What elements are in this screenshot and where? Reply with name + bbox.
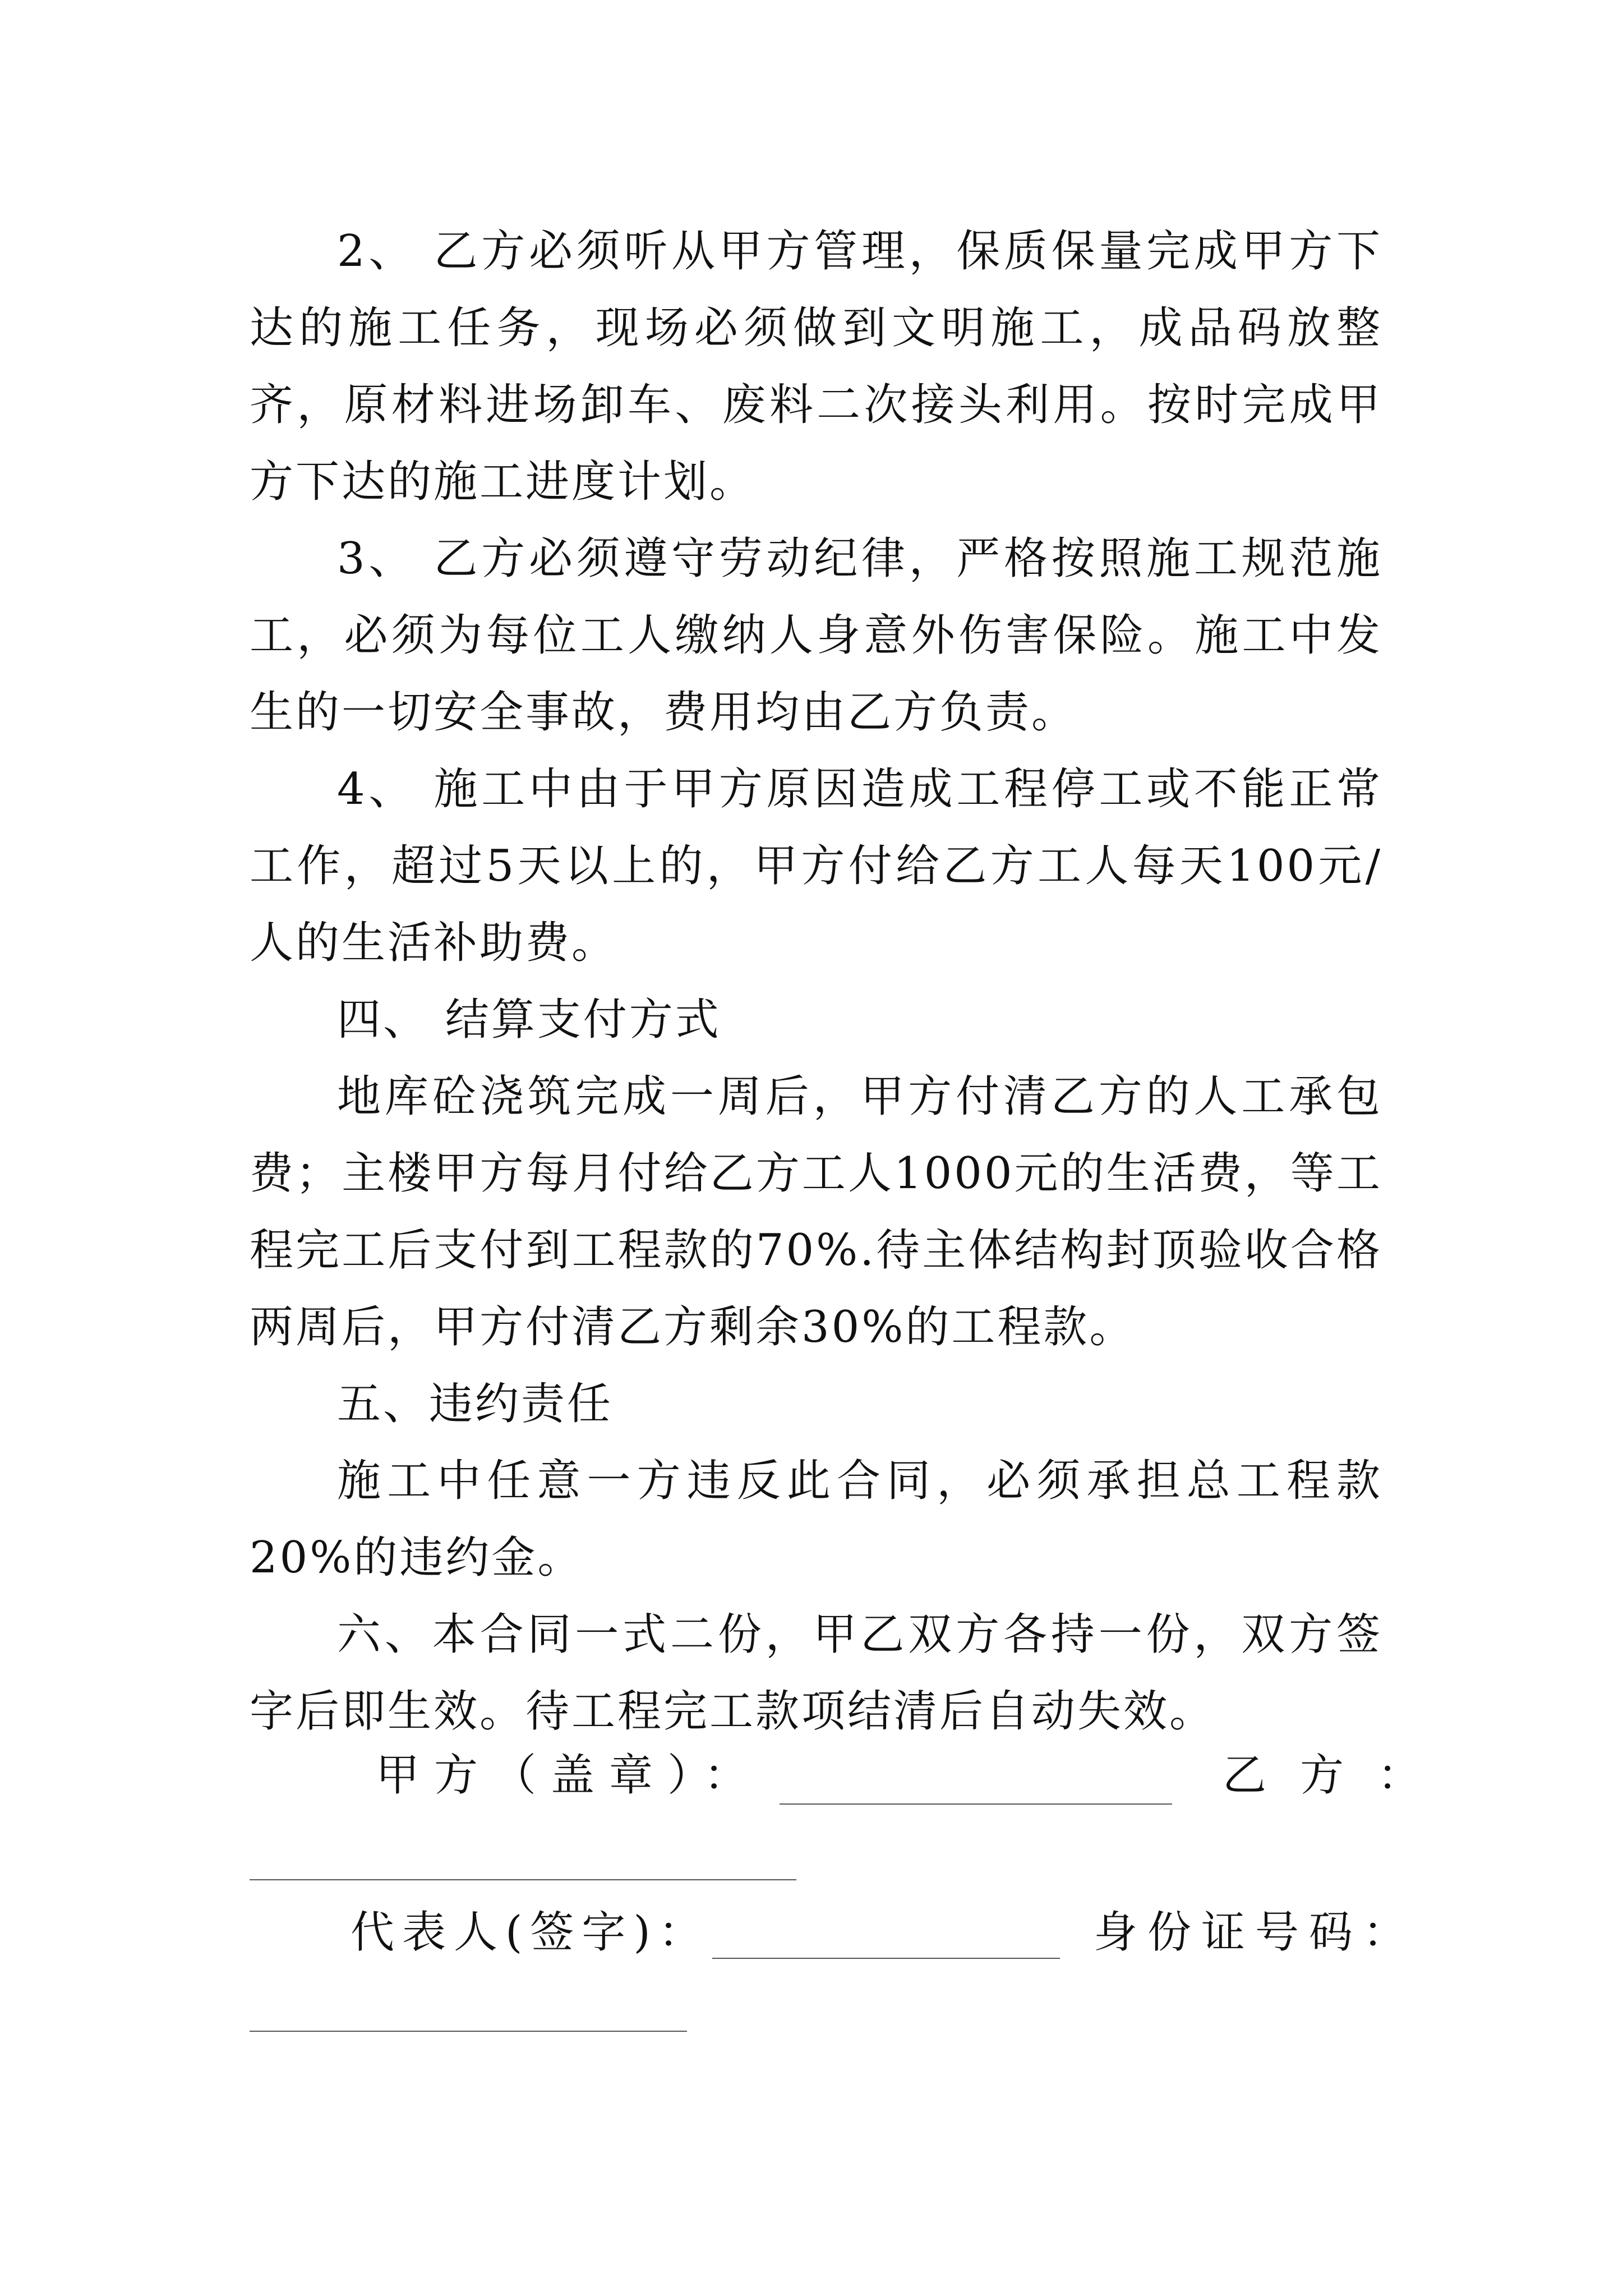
party-b-label: 乙方： [1223,1750,1455,1801]
party-a-label: 甲方（盖章）： [376,1750,763,1801]
party-b-signature-blank[interactable] [250,1879,796,1880]
party-a-signature-blank[interactable] [780,1803,1172,1805]
representative-signature-blank[interactable] [712,1958,1060,1959]
clause-3: 3、 乙方必须遵守劳动纪律，严格按照施工规范施工，必须为每位工人缴纳人身意外伤害保险。施工中发生的一切安全事故，费用均由乙方负责。 [250,533,1382,738]
section-5-heading: 五、违约责任 [337,1379,614,1429]
section-5-body: 施工中任意一方违反此合同，必须承担总工程款20%的违约金。 [250,1456,1382,1583]
clause-4: 4、 施工中由于甲方原因造成工程停工或不能正常工作，超过5天以上的，甲方付给乙方工人每天100元/人的生活补助费。 [250,764,1382,968]
id-number-label: 身份证号码： [1094,1907,1417,1958]
section-4-heading: 四、 结算支付方式 [337,995,721,1045]
representative-label: 代表人(签字)： [351,1907,710,1958]
id-number-blank[interactable] [250,2031,687,2032]
contract-body [250,213,1382,1750]
section-6-body: 六、本合同一式二份，甲乙双方各持一份，双方签字后即生效。待工程完工款项结清后自动失效。 [250,1609,1382,1737]
section-4-body: 地库砼浇筑完成一周后，甲方付清乙方的人工承包费；主楼甲方每月付给乙方工人1000元的生活费，等工程完工后支付到工程款的70%.待主体结构封顶验收合格两周后，甲方付清乙方剩余30%的工程款。 [250,1071,1382,1352]
clause-2: 2、 乙方必须听从甲方管理，保质保量完成甲方下达的施工任务，现场必须做到文明施工，成品码放整齐，原材料进场卸车、废料二次接头利用。按时完成甲方下达的施工进度计划。 [250,226,1382,507]
